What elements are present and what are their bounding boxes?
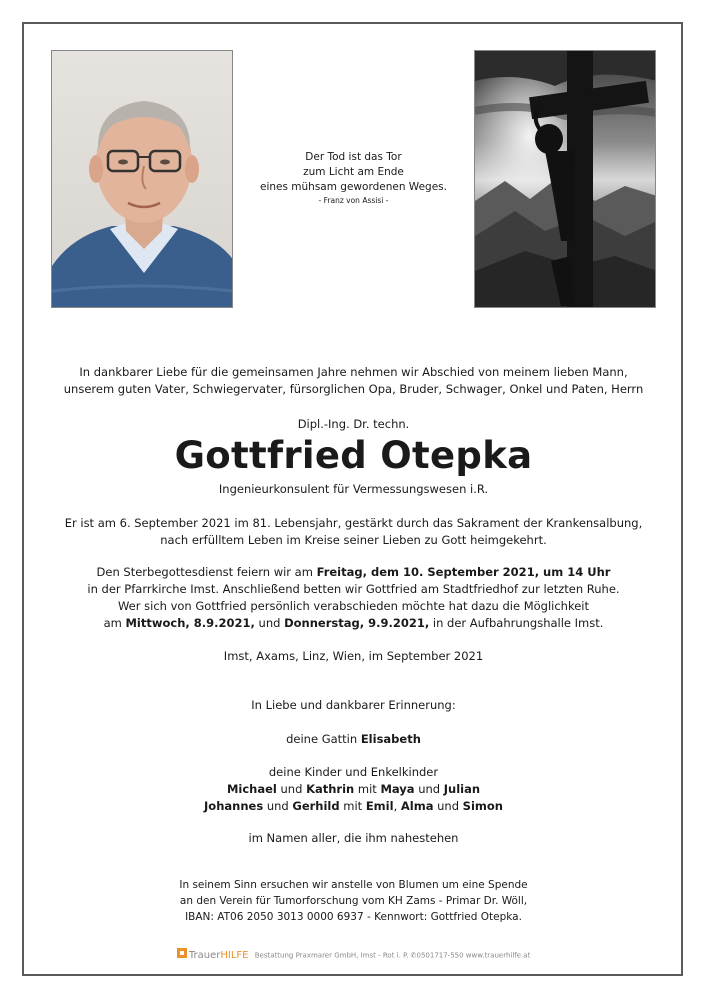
brand-part-b: HILFE [220,949,249,961]
family-name: Alma [400,799,434,813]
viewing-date-2: Donnerstag, 9.9.2021, [284,616,430,630]
donation-line: an den Verein für Tumorforschung vom KH Zams - Primar Dr. Wöll, [179,895,528,907]
brand-part-a: Trauer [188,949,221,961]
memory-heading: In Liebe und dankbarer Erinnerung: [251,698,456,712]
donation-line: IBAN: AT06 2050 3013 0000 6937 - Kennwort: Gottfried Otepka. [185,911,522,923]
connector: und [276,782,307,796]
family-name: Maya [380,782,415,796]
service-text-part: in der Aufbahrungshalle Imst. [429,616,604,630]
connector: und [414,782,444,796]
family-name: Julian [443,782,481,796]
wife-line [40,731,667,748]
wife-name: Elisabeth [360,732,421,746]
connector: mit [339,799,366,813]
family-name: Johannes [204,799,264,813]
service-text-part: und [254,616,285,630]
footer [0,948,707,963]
service-date: Freitag, dem 10. September 2021, um 14 Uhr [316,565,611,579]
intro-line: unserem guten Vater, Schwiegervater, fürsorglichen Opa, Bruder, Schwager, Onkel und Paten, Herrn [63,382,644,396]
trauerhilfe-logo-icon [177,948,187,963]
connector: und [263,799,293,813]
academic-title: Dipl.-Ing. Dr. techn. [297,417,410,431]
family-name: Emil [365,799,394,813]
connector: und [433,799,463,813]
children-heading: deine Kinder und Enkelkinder [268,765,439,779]
brand-name [189,950,249,961]
family-name: Kathrin [306,782,355,796]
service-line-1 [40,564,667,581]
connector: mit [354,782,381,796]
death-line: nach erfülltem Leben im Kreise seiner Lieben zu Gott heimgekehrt. [160,533,547,547]
viewing-date-1: Mittwoch, 8.9.2021, [125,616,255,630]
family-name: Michael [226,782,277,796]
service-line-2: in der Pfarrkirche Imst. Anschließend betten wir Gottfried am Stadtfriedhof zur letzten Ruhe. [87,582,620,596]
deceased-name: Gottfried Otepka [174,434,533,477]
footer-contact: Bestattung Praxmarer GmbH, Imst - Rot i. P. ✆0501717-550 www.trauerhilfe.at [254,951,531,960]
intro-text [40,364,667,398]
portrait-photo [51,50,233,308]
service-line-4 [40,615,667,632]
children-block [40,764,667,815]
service-text [40,564,667,632]
crucifix-photo [474,50,656,308]
wife-prefix: deine Gattin [286,732,361,746]
quote-line: zum Licht am Ende [303,166,404,178]
family-name: Gerhild [292,799,340,813]
profession: Ingenieurkonsulent für Vermessungswesen i.R. [218,482,489,496]
intro-line: In dankbarer Liebe für die gemeinsamen Jahre nehmen wir Abschied von meinem lieben Mann, [79,365,628,379]
children-row-1 [40,781,667,798]
quote-line: Der Tod ist das Tor [305,151,402,163]
death-text [40,515,667,549]
family-name: Simon [462,799,503,813]
death-line: Er ist am 6. September 2021 im 81. Lebensjahr, gestärkt durch das Sakrament der Krankensalbung, [64,516,643,530]
service-text-part: Den Sterbegottesdienst feiern wir am [96,565,317,579]
quote-line: eines mühsam gewordenen Weges. [260,181,447,193]
donation-line: In seinem Sinn ersuchen wir anstelle von Blumen um eine Spende [179,879,528,891]
donation-text [40,877,667,925]
connector: , [393,799,401,813]
service-line-3: Wer sich von Gottfried persönlich verabschieden möchte hat dazu die Möglichkeit [117,599,590,613]
quote-author: - Franz von Assisi - [318,196,389,205]
children-row-2 [40,798,667,815]
all-line: im Namen aller, die ihm nahestehen [248,831,459,845]
quote-block [240,150,467,207]
place-date: Imst, Axams, Linz, Wien, im September 2021 [223,649,484,663]
service-text-part: am [103,616,126,630]
